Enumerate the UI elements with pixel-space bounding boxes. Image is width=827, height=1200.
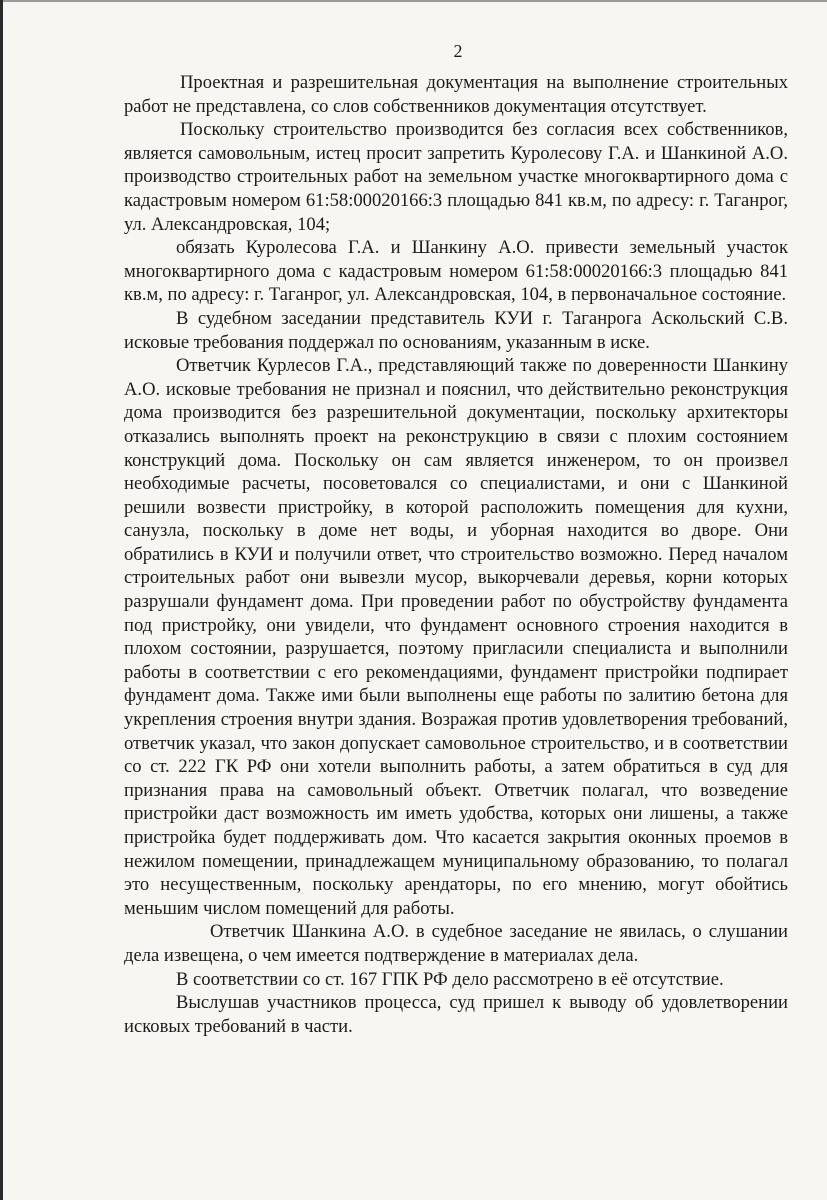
paragraph-defendant-shankina: Ответчик Шанкина А.О. в судебное заседание не явилась, о слушании дела извещена, о чем имеется подтверждение в материалах дела. xyxy=(124,921,788,966)
paragraph-claim-prohibit: Поскольку строительство производится без согласия всех собственников, является самовольным, истец просит запретить Куролесову Г.А. и Шанкиной А.О. производство строительных работ на земельном участке многоквартирного дома с кадастровым номером 61:58:00020166:3 площадью 841 кв.м, по адресу: г. Таганрог, ул. Александровская, 104; xyxy=(124,119,788,235)
paragraph-plaintiff-representative: В судебном заседании представитель КУИ г. Таганрога Аскольский С.В. исковые требования поддержал по основаниям, указанным в иске. xyxy=(124,307,788,353)
scan-edge xyxy=(3,0,827,2)
paragraph-conclusion: Выслушав участников процесса, суд пришел к выводу об удовлетворении исковых требований в части. xyxy=(124,992,788,1037)
document-body xyxy=(124,71,788,1038)
page-number: 2 xyxy=(453,41,463,61)
paragraph-claim-restore: обязать Куролесова Г.А. и Шанкину А.О. привести земельный участок многоквартирного дома с кадастровым номером 61:58:00020166:3 площадью 841 кв.м, по адресу: г. Таганрог, ул. Александровская, 104, в первоначальное состояние. xyxy=(124,237,788,306)
paragraph-documentation: Проектная и разрешительная документация на выполнение строительных работ не представлена, со слов собственников документация отсутствует. xyxy=(124,72,788,117)
paragraph-defendant-kurlesov: Ответчик Курлесов Г.А., представляющий также по доверенности Шанкину А.О. исковые требования не признал и пояснил, что действительно реконструкция дома производится без разрешительной документации, поскольку архитекторы отказались выполнять проект на реконструкцию в связи с плохим состоянием конструкций дома. Поскольку он сам является инженером, то он произвел необходимые расчеты, посоветовался со специалистами, и они с Шанкиной решили возвести пристройку, в которой расположить помещения для кухни, санузла, поскольку в доме нет воды, и уборная находится во дворе. Они обратились в КУИ и получили ответ, что строительство возможно. Перед началом строительных работ они вывезли мусор, выкорчевали деревья, корни которых разрушали фундамент дома. При проведении работ по обустройству фундамента под пристройку, они увидели, что фундамент основного строения находится в плохом состоянии, разрушается, поэтому пригласили специалиста и выполнили работы в соответствии с его рекомендациями, фундамент пристройки подпирает фундамент дома. Также ими были выполнены еще работы по залитию бетона для укрепления строения внутри здания. Возражая против удовлетворения требований, ответчик указал, что закон допускает самовольное строительство, и в соответствии со ст. 222 ГК РФ они хотели выполнить работы, а затем обратиться в суд для признания права на самовольный объект. Ответчик полагал, что возведение пристройки даст возможность им иметь удобства, которых они лишены, а также пристройка будет поддерживать дом. Что касается закрытия оконных проемов в нежилом помещении, принадлежащем муниципальному образованию, то полагал это несущественным, поскольку арендаторы, по его мнению, могут обойтись меньшим числом помещений для работы. xyxy=(124,355,788,919)
paragraph-absence: В соответствии со ст. 167 ГПК РФ дело рассмотрено в её отсутствие. xyxy=(176,968,724,990)
